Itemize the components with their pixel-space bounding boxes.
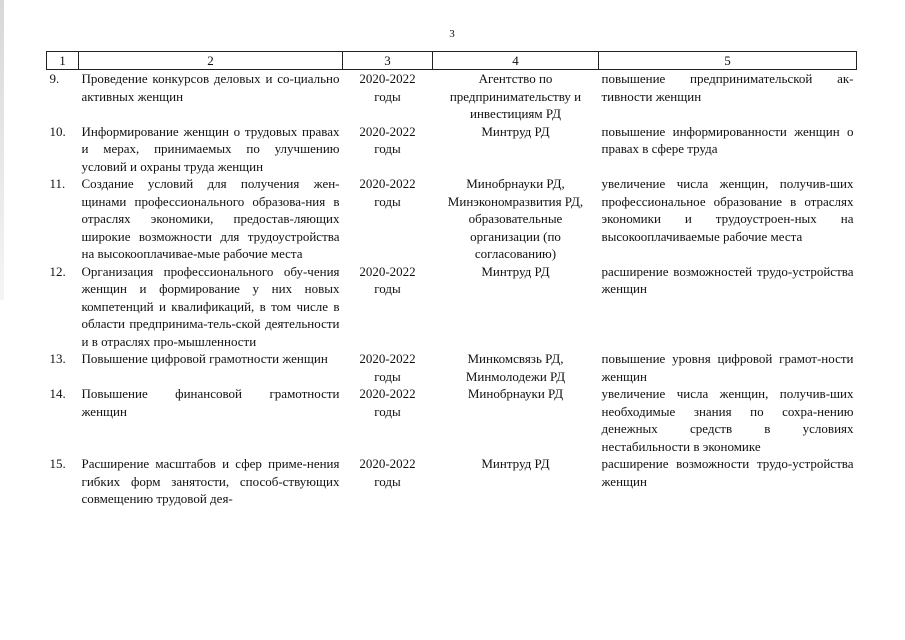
- result-cell: повышение информированности женщин о правах в сфере труда: [601, 123, 854, 156]
- table-row: [47, 263, 857, 351]
- table-row: [47, 70, 857, 123]
- period-cell: 2020-2022 годы: [359, 123, 416, 156]
- table-row: [47, 175, 857, 263]
- row-number: 9.: [49, 71, 60, 86]
- result-cell: увеличение числа женщин, получив-ших необходимые знания по сохра-нению денежных средств в условиях нестабильности в экономике: [601, 386, 854, 454]
- executor-cell: Минтруд РД: [481, 456, 550, 471]
- table-row: [47, 385, 857, 455]
- executor-cell: Минобрнауки РД, Минэкономразвития РД, образовательные организации (по согласованию): [447, 176, 584, 261]
- row-number: 10.: [49, 123, 66, 139]
- measure-cell: Создание условий для получения жен-щинами профессионального образова-ния в отраслях экономики, предостав-ляющих широкие возможности для трудоустройства на высокооплачивае-мые рабочие места: [81, 176, 340, 261]
- column-header-result: 5: [599, 52, 857, 70]
- period-cell: 2020-2022 годы: [359, 351, 416, 384]
- measure-cell: Информирование женщин о трудовых правах и мерах, принимаемых по улучшению условий и охраны труда женщин: [81, 123, 340, 174]
- result-cell: расширение возможностей трудо-устройства женщин: [601, 263, 854, 296]
- page-number: 3: [449, 28, 455, 40]
- row-number: 13.: [49, 351, 66, 366]
- measure-cell: Повышение финансовой грамотности женщин: [81, 386, 340, 419]
- result-cell: повышение уровня цифровой грамот-ности женщин: [601, 351, 854, 384]
- measure-cell: Проведение конкурсов деловых и со-циально активных женщин: [81, 71, 340, 104]
- executor-cell: Минтруд РД: [481, 123, 550, 139]
- period-cell: 2020-2022 годы: [359, 176, 416, 209]
- measure-cell: Повышение цифровой грамотности женщин: [81, 351, 328, 366]
- result-cell: повышение предпринимательской ак-тивности женщин: [601, 71, 854, 104]
- column-header-measure: 2: [79, 52, 343, 70]
- period-cell: 2020-2022 годы: [359, 386, 416, 419]
- executor-cell: Минобрнауки РД: [467, 386, 564, 401]
- table-row: [47, 123, 857, 176]
- period-cell: 2020-2022 годы: [359, 263, 416, 296]
- result-cell: расширение возможности трудо-устройства женщин: [601, 456, 854, 489]
- result-cell: увеличение числа женщин, получив-ших профессиональное образование в отраслях экономики и трудоустроен-ных на высокооплачиваемые рабочие места: [601, 176, 854, 244]
- table-row: [47, 350, 857, 385]
- column-header-executor: 4: [433, 52, 599, 70]
- scan-edge-shadow: [0, 0, 4, 300]
- period-cell: 2020-2022 годы: [359, 71, 416, 104]
- row-number: 15.: [49, 456, 66, 471]
- row-number: 12.: [49, 263, 66, 279]
- column-header-number: 1: [47, 52, 79, 70]
- column-header-period: 3: [343, 52, 433, 70]
- measure-cell: Организация профессионального обу-чения женщин и формирование у них новых компетенций и квалификаций, в том числе в области предпринима-тель-ской деятельности и в отраслях про-мышленности: [81, 263, 340, 349]
- period-cell: 2020-2022 годы: [359, 456, 416, 489]
- row-number: 11.: [49, 176, 66, 191]
- table-row: [47, 455, 857, 508]
- table-header-row: [47, 52, 857, 70]
- measures-table: [46, 51, 857, 508]
- executor-cell: Минтруд РД: [481, 263, 550, 279]
- executor-cell: Агентство по предпринимательству и инвестициям РД: [449, 71, 582, 121]
- measure-cell: Расширение масштабов и сфер приме-нения гибких форм занятости, способ-ствующих совмещению трудовой дея-: [81, 456, 340, 506]
- executor-cell: Минкомсвязь РД, Минмолодежи РД: [465, 351, 566, 384]
- row-number: 14.: [49, 386, 66, 401]
